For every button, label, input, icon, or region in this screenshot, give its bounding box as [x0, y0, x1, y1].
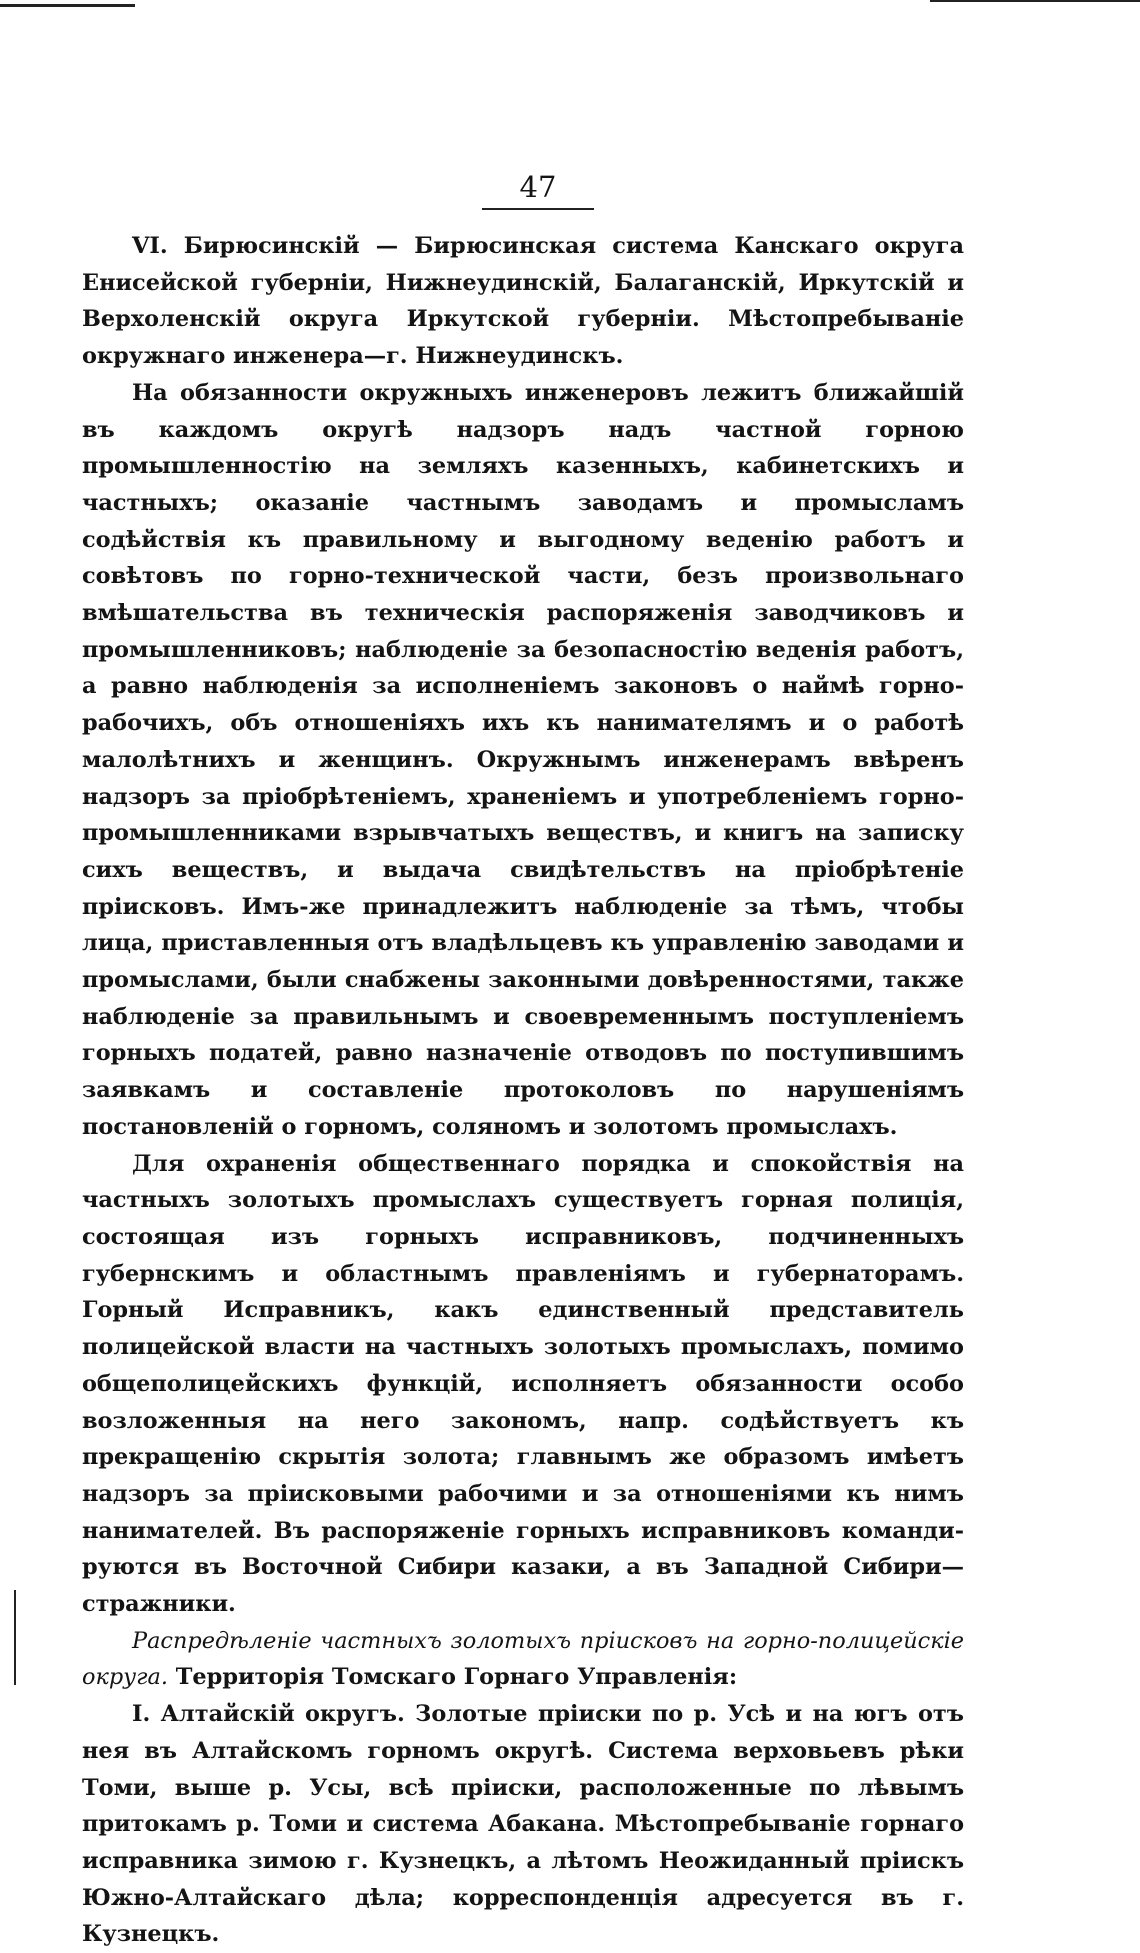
page-number-text: 47 — [482, 170, 595, 210]
paragraph-distribution-heading — [82, 1623, 964, 1696]
distribution-heading-rest: Территорія Томскаго Горнаго Управленія: — [167, 1664, 738, 1691]
scan-edge-top-right — [930, 0, 1140, 2]
paragraph-district-vi: VI. Бирюсинскій — Бирюсинская система Канскаго округа Енисейской губерніи, Нижнеудинскій, Балаганскій, Иркутскій и Верхоленскій округа Иркутской губерніи. Мѣстопребываніе окружнаго инженера—г. Нижнеудинскъ. — [82, 233, 964, 370]
paragraph-engineer-duties: На обязанности окружныхъ инженеровъ лежитъ ближайшій въ каждомъ округѣ надзоръ надъ частной горною промышленностію на земляхъ казенныхъ, кабинетскихъ и частныхъ; оказаніе частнымъ заводамъ и промысламъ содѣйствія къ правильному и выгодному веденію работъ и совѣтовъ по горно-технической части, безъ произвольнаго вмѣшательства въ техническія распоряженія заводчиковъ и промышленниковъ; наблюденіе за безопасностію веденія работъ, а равно наблюденія за исполненіемъ законовъ о наймѣ горно-рабочихъ, объ отношеніяхъ ихъ къ нанимателямъ и о работѣ малолѣтнихъ и женщинъ. Окружнымъ инженерамъ ввѣренъ надзоръ за пріобрѣтеніемъ, храненіемъ и употребленіемъ горнопромышленниками взрывчатыхъ веществъ, и книгъ на записку сихъ веществъ, и выдача свидѣтельствъ на пріобрѣтеніе пріисковъ. Имъ-же принадлежитъ наблюденіе за тѣмъ, чтобы лица, приставленныя отъ владѣльцевъ къ управленію заводами и промыслами, были снабжены законными довѣренностями, также наблюденіе за правильнымъ и своевременнымъ поступленіемъ горныхъ податей, равно назначеніе отводовъ по поступившимъ заявкамъ и составленіе протоколовъ по нарушеніямъ постановленій о горномъ, соляномъ и золотомъ промыслахъ. — [82, 379, 964, 1140]
paragraph-mining-police: Для охраненія общественнаго порядка и спокойствія на частныхъ золотыхъ промыслахъ существуетъ горная полиція, состоящая изъ горныхъ исправниковъ, подчиненныхъ губернскимъ и областнымъ правленіямъ и губернаторамъ. Горный Исправникъ, какъ единственный представитель полицейской власти на частныхъ золотыхъ промыслахъ, помимо общеполицейскихъ функцій, исполняетъ обязанности особо возложенныя на него закономъ, напр. содѣйствуетъ къ прекращенію скрытія золота; главнымъ же образомъ имѣетъ надзоръ за пріисковыми рабочими и за отношеніями къ нимъ нанимателей. Въ распоряженіе горныхъ исправниковъ командируются въ Восточной Сибири казаки, а въ Западной Сибири—стражники. — [82, 1150, 964, 1618]
distribution-heading-italic: Распредѣленіе частныхъ золотыхъ пріисковъ на горно-полицейскіе округа. — [82, 1627, 964, 1691]
scan-edge-left — [14, 1590, 16, 1685]
scan-edge-top-left — [0, 4, 135, 7]
paragraph-altai-district: I. Алтайскій округъ. Золотые пріиски по р. Усѣ и на югъ отъ нея въ Алтайскомъ горномъ округѣ. Система верховьевъ рѣки Томи, выше р. Усы, всѣ пріиски, расположенные по лѣвымъ притокамъ р. Томи и система Абакана. Мѣстопребываніе горнаго исправника зимою г. Кузнецкъ, а лѣтомъ Неожиданный пріискъ Южно-Алтайскаго дѣла; корреспонденція адресуется въ г. Кузнецкъ. — [82, 1701, 964, 1948]
document-page — [82, 170, 964, 1953]
page-number — [82, 170, 964, 210]
